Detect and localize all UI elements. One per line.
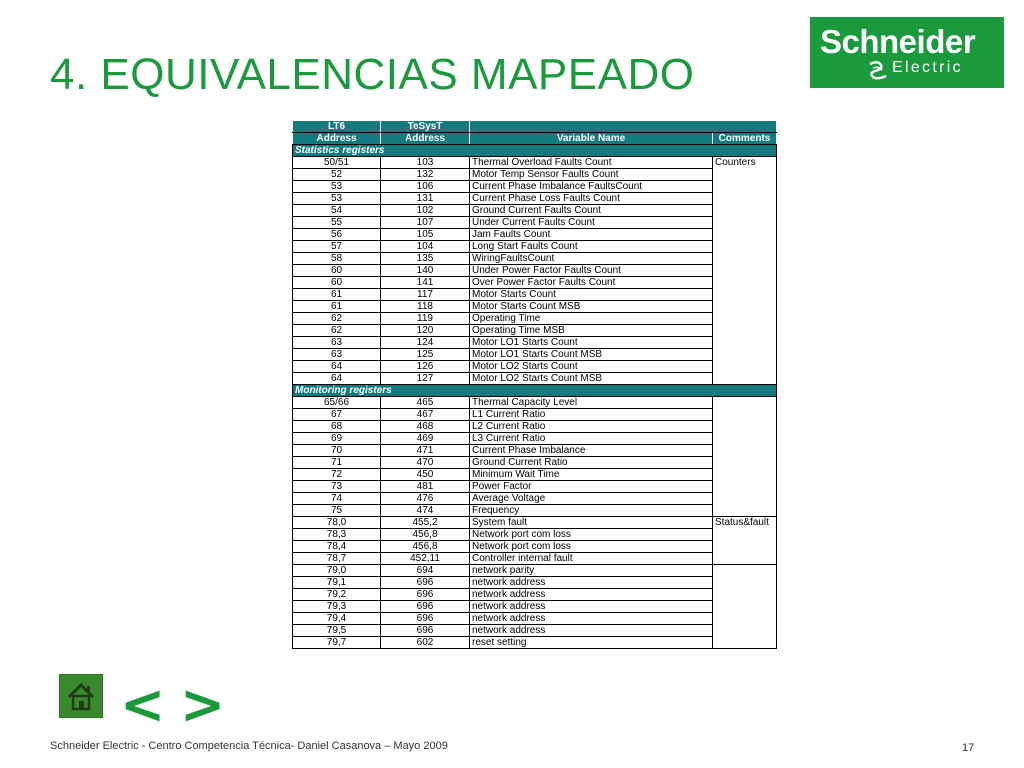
slide-title: 4. EQUIVALENCIAS MAPEADO	[50, 50, 695, 99]
header-comments: Comments	[713, 133, 777, 145]
table-row	[293, 205, 777, 217]
variable-name-cell: Controller internal fault	[470, 553, 713, 565]
table-row	[293, 181, 777, 193]
variable-name-cell: Current Phase Loss Faults Count	[470, 193, 713, 205]
tesyst-address-cell: 103	[381, 157, 470, 169]
table-row	[293, 337, 777, 349]
lt6-address-cell: 78,3	[293, 529, 381, 541]
tesyst-address-cell: 470	[381, 457, 470, 469]
lt6-address-cell: 58	[293, 253, 381, 265]
table-row	[293, 301, 777, 313]
variable-name-cell: Current Phase Imbalance FaultsCount	[470, 181, 713, 193]
lt6-address-cell: 79,4	[293, 613, 381, 625]
table-row	[293, 481, 777, 493]
register-equivalence-table	[292, 120, 777, 649]
variable-name-cell: Under Current Faults Count	[470, 217, 713, 229]
tesyst-address-cell: 696	[381, 577, 470, 589]
table-row	[293, 421, 777, 433]
tesyst-address-cell: 452,11	[381, 553, 470, 565]
variable-name-cell: Network port com loss	[470, 529, 713, 541]
variable-name-cell: Motor Temp Sensor Faults Count	[470, 169, 713, 181]
variable-name-cell: network parity	[470, 565, 713, 577]
tesyst-address-cell: 696	[381, 625, 470, 637]
header-tesyst-address: Address	[381, 133, 470, 145]
table-row	[293, 229, 777, 241]
tesyst-address-cell: 102	[381, 205, 470, 217]
tesyst-address-cell: 468	[381, 421, 470, 433]
lt6-address-cell: 79,0	[293, 565, 381, 577]
tesyst-address-cell: 126	[381, 361, 470, 373]
tesyst-address-cell: 107	[381, 217, 470, 229]
tesyst-address-cell: 125	[381, 349, 470, 361]
variable-name-cell: Jam Faults Count	[470, 229, 713, 241]
variable-name-cell: Thermal Capacity Level	[470, 397, 713, 409]
lt6-address-cell: 60	[293, 277, 381, 289]
table-row	[293, 265, 777, 277]
tesyst-address-cell: 141	[381, 277, 470, 289]
variable-name-cell: network address	[470, 577, 713, 589]
lt6-address-cell: 71	[293, 457, 381, 469]
tesyst-address-cell: 105	[381, 229, 470, 241]
register-table-container	[292, 120, 776, 649]
lt6-address-cell: 63	[293, 337, 381, 349]
table-row	[293, 289, 777, 301]
table-row	[293, 565, 777, 577]
variable-name-cell: network address	[470, 589, 713, 601]
table-row	[293, 577, 777, 589]
variable-name-cell: Thermal Overload Faults Count	[470, 157, 713, 169]
previous-slide-button[interactable]: <	[120, 673, 166, 736]
lt6-address-cell: 63	[293, 349, 381, 361]
variable-name-cell: Motor LO1 Starts Count	[470, 337, 713, 349]
lt6-address-cell: 53	[293, 193, 381, 205]
lt6-address-cell: 73	[293, 481, 381, 493]
tesyst-address-cell: 104	[381, 241, 470, 253]
lt6-address-cell: 78,0	[293, 517, 381, 529]
tesyst-address-cell: 455,2	[381, 517, 470, 529]
comments-cell: Status&fault	[713, 517, 777, 565]
lt6-address-cell: 79,3	[293, 601, 381, 613]
tesyst-address-cell: 471	[381, 445, 470, 457]
tesyst-address-cell: 456,8	[381, 529, 470, 541]
variable-name-cell: Current Phase Imbalance	[470, 445, 713, 457]
lt6-address-cell: 74	[293, 493, 381, 505]
table-row	[293, 409, 777, 421]
lt6-address-cell: 61	[293, 289, 381, 301]
variable-name-cell: Motor Starts Count MSB	[470, 301, 713, 313]
lt6-address-cell: 70	[293, 445, 381, 457]
header-lt6-address: Address	[293, 133, 381, 145]
variable-name-cell: network address	[470, 625, 713, 637]
tesyst-address-cell: 465	[381, 397, 470, 409]
tesyst-address-cell: 106	[381, 181, 470, 193]
lt6-address-cell: 78,4	[293, 541, 381, 553]
variable-name-cell: network address	[470, 613, 713, 625]
table-row	[293, 193, 777, 205]
header-lt6: LT6	[293, 121, 381, 133]
tesyst-address-cell: 694	[381, 565, 470, 577]
variable-name-cell: Motor Starts Count	[470, 289, 713, 301]
header-blank	[470, 121, 777, 133]
table-row	[293, 397, 777, 409]
tesyst-address-cell: 119	[381, 313, 470, 325]
table-row	[293, 445, 777, 457]
tesyst-address-cell: 117	[381, 289, 470, 301]
tesyst-address-cell: 696	[381, 613, 470, 625]
comments-cell: Counters	[713, 157, 777, 385]
footer-text: Schneider Electric - Centro Competencia Técnica- Daniel Casanova – Mayo 2009	[50, 740, 448, 752]
tesyst-address-cell: 474	[381, 505, 470, 517]
page-number: 17	[962, 742, 975, 754]
tesyst-address-cell: 476	[381, 493, 470, 505]
lt6-address-cell: 60	[293, 265, 381, 277]
table-row	[293, 505, 777, 517]
tesyst-address-cell: 132	[381, 169, 470, 181]
lt6-address-cell: 79,7	[293, 637, 381, 649]
comments-cell	[713, 565, 777, 649]
section-header-row	[293, 385, 777, 397]
home-button[interactable]	[59, 674, 103, 718]
lt6-address-cell: 65/66	[293, 397, 381, 409]
variable-name-cell: System fault	[470, 517, 713, 529]
next-slide-button[interactable]: >	[180, 673, 226, 736]
tesyst-address-cell: 135	[381, 253, 470, 265]
table-row	[293, 529, 777, 541]
table-row	[293, 373, 777, 385]
lt6-address-cell: 78,7	[293, 553, 381, 565]
lt6-address-cell: 69	[293, 433, 381, 445]
table-row	[293, 613, 777, 625]
table-row	[293, 601, 777, 613]
lt6-address-cell: 79,1	[293, 577, 381, 589]
lt6-address-cell: 57	[293, 241, 381, 253]
table-row	[293, 361, 777, 373]
header-tesyst: TeSysT	[381, 121, 470, 133]
table-row	[293, 637, 777, 649]
table-row	[293, 625, 777, 637]
variable-name-cell: Over Power Factor Faults Count	[470, 277, 713, 289]
variable-name-cell: Ground Current Faults Count	[470, 205, 713, 217]
table-header-top-row	[293, 121, 777, 133]
lt6-address-cell: 75	[293, 505, 381, 517]
tesyst-address-cell: 696	[381, 589, 470, 601]
variable-name-cell: Motor LO1 Starts Count MSB	[470, 349, 713, 361]
table-row	[293, 541, 777, 553]
comments-cell	[713, 397, 777, 517]
tesyst-address-cell: 696	[381, 601, 470, 613]
table-row	[293, 217, 777, 229]
table-row	[293, 457, 777, 469]
home-icon	[60, 675, 102, 717]
table-row	[293, 241, 777, 253]
tesyst-address-cell: 118	[381, 301, 470, 313]
tesyst-address-cell: 481	[381, 481, 470, 493]
lt6-address-cell: 56	[293, 229, 381, 241]
table-row	[293, 325, 777, 337]
tesyst-address-cell: 469	[381, 433, 470, 445]
logo-mark-icon	[867, 59, 889, 81]
variable-name-cell: Average Voltage	[470, 493, 713, 505]
lt6-address-cell: 61	[293, 301, 381, 313]
variable-name-cell: Operating Time MSB	[470, 325, 713, 337]
lt6-address-cell: 52	[293, 169, 381, 181]
tesyst-address-cell: 456,8	[381, 541, 470, 553]
table-row	[293, 277, 777, 289]
header-variable-name: Variable Name	[470, 133, 713, 145]
variable-name-cell: L2 Current Ratio	[470, 421, 713, 433]
variable-name-cell: Network port com loss	[470, 541, 713, 553]
variable-name-cell: reset setting	[470, 637, 713, 649]
section-title: Statistics registers	[293, 145, 777, 157]
lt6-address-cell: 62	[293, 325, 381, 337]
table-row	[293, 433, 777, 445]
table-row	[293, 469, 777, 481]
lt6-address-cell: 72	[293, 469, 381, 481]
variable-name-cell: Operating Time	[470, 313, 713, 325]
lt6-address-cell: 64	[293, 373, 381, 385]
section-title: Monitoring registers	[293, 385, 777, 397]
table-header-row	[293, 133, 777, 145]
variable-name-cell: L3 Current Ratio	[470, 433, 713, 445]
lt6-address-cell: 53	[293, 181, 381, 193]
variable-name-cell: network address	[470, 601, 713, 613]
table-row	[293, 157, 777, 169]
tesyst-address-cell: 140	[381, 265, 470, 277]
table-row	[293, 169, 777, 181]
variable-name-cell: WiringFaultsCount	[470, 253, 713, 265]
table-row	[293, 589, 777, 601]
lt6-address-cell: 55	[293, 217, 381, 229]
table-body	[293, 145, 777, 649]
table-row	[293, 313, 777, 325]
tesyst-address-cell: 124	[381, 337, 470, 349]
logo-sub: Electric	[892, 59, 963, 76]
tesyst-address-cell: 120	[381, 325, 470, 337]
section-header-row	[293, 145, 777, 157]
table-row	[293, 349, 777, 361]
lt6-address-cell: 64	[293, 361, 381, 373]
tesyst-address-cell: 602	[381, 637, 470, 649]
variable-name-cell: Under Power Factor Faults Count	[470, 265, 713, 277]
table-row	[293, 553, 777, 565]
tesyst-address-cell: 467	[381, 409, 470, 421]
tesyst-address-cell: 131	[381, 193, 470, 205]
variable-name-cell: Long Start Faults Count	[470, 241, 713, 253]
variable-name-cell: Minimum Wait Time	[470, 469, 713, 481]
lt6-address-cell: 50/51	[293, 157, 381, 169]
lt6-address-cell: 54	[293, 205, 381, 217]
schneider-electric-logo	[810, 17, 1004, 88]
logo-name: Schneider	[820, 23, 976, 60]
variable-name-cell: Frequency	[470, 505, 713, 517]
variable-name-cell: Power Factor	[470, 481, 713, 493]
lt6-address-cell: 62	[293, 313, 381, 325]
variable-name-cell: L1 Current Ratio	[470, 409, 713, 421]
tesyst-address-cell: 450	[381, 469, 470, 481]
table-row	[293, 253, 777, 265]
lt6-address-cell: 68	[293, 421, 381, 433]
variable-name-cell: Motor LO2 Starts Count MSB	[470, 373, 713, 385]
variable-name-cell: Ground Current Ratio	[470, 457, 713, 469]
lt6-address-cell: 79,2	[293, 589, 381, 601]
variable-name-cell: Motor LO2 Starts Count	[470, 361, 713, 373]
lt6-address-cell: 67	[293, 409, 381, 421]
tesyst-address-cell: 127	[381, 373, 470, 385]
table-row	[293, 517, 777, 529]
lt6-address-cell: 79,5	[293, 625, 381, 637]
table-row	[293, 493, 777, 505]
